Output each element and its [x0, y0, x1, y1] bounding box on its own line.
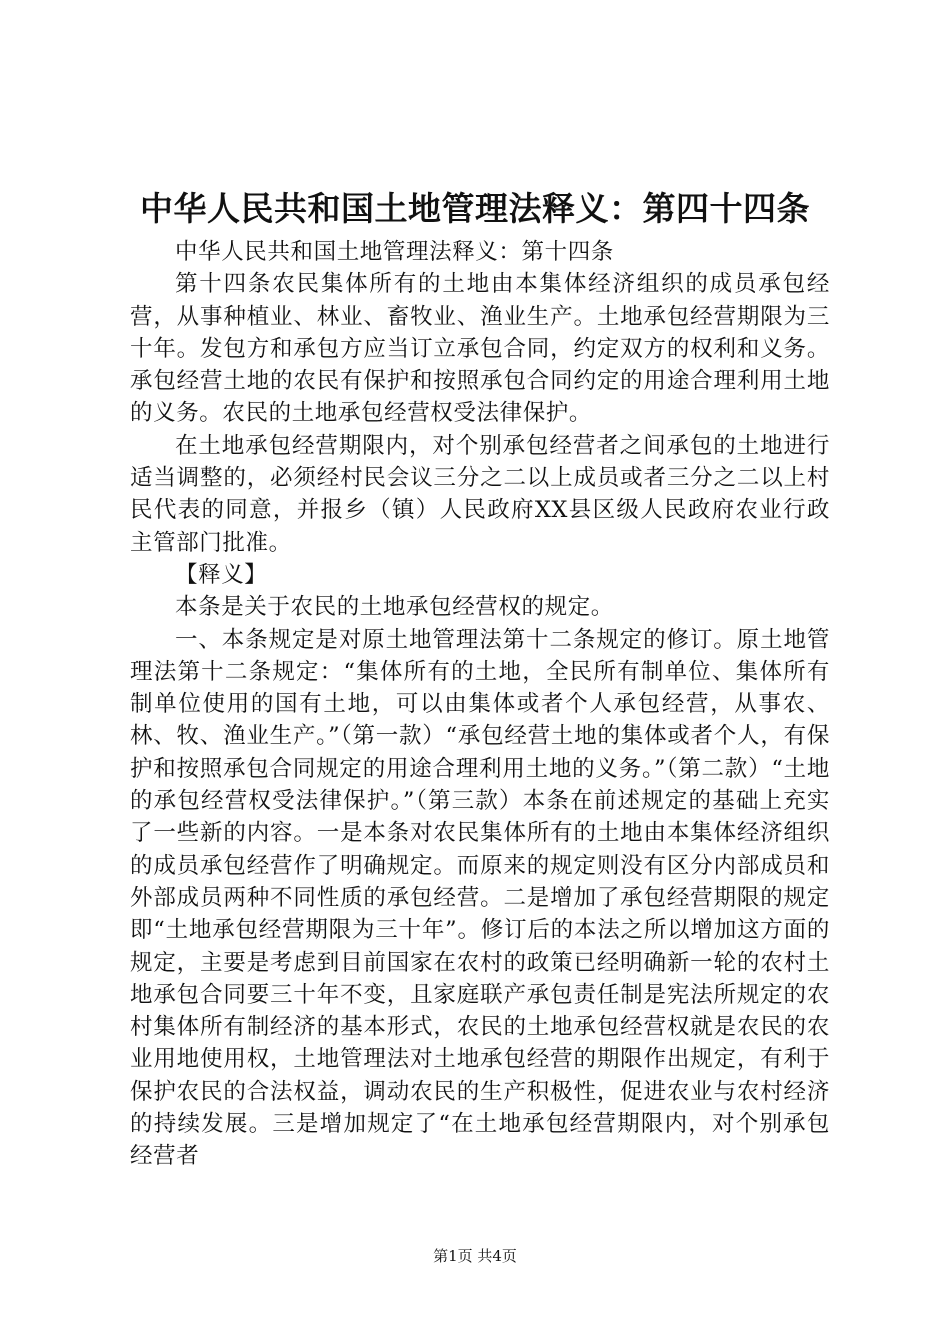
- paragraph-article-adjustment: 在土地承包经营期限内，对个别承包经营者之间承包的土地进行适当调整的，必须经村民会议三分之二以上成员或者三分之二以上村民代表的同意，并报乡（镇）人民政府XX县区级人民政府农业行政主管部门批准。: [130, 432, 830, 556]
- paragraph-interpretation-heading: 【释义】: [175, 561, 268, 588]
- document-title: 中华人民共和国土地管理法释义：第四十四条: [140, 189, 810, 228]
- paragraph-interpretation-intro: 本条是关于农民的土地承包经营权的规定。: [175, 594, 614, 621]
- document-body: [130, 236, 830, 1173]
- page-footer: 第1页 共4页: [433, 1247, 517, 1265]
- paragraph-interpretation-point-one: 一、本条规定是对原土地管理法第十二条规定的修订。原土地管理法第十二条规定：“集体所有的土地，全民所有制单位、集体所有制单位使用的国有土地，可以由集体或者个人承包经营，从事农、林、牧、渔业生产。”（第一款）“承包经营土地的集体或者个人，有保护和按照承包合同规定的用途合理利用土地的义务。”（第二款）“土地的承包经营权受法律保护。”（第三款）本条在前述规定的基础上充实了一些新的内容。一是本条对农民集体所有的土地由本集体经济组织的成员承包经营作了明确规定。而原来的规定则没有区分内部成员和外部成员两种不同性质的承包经营。二是增加了承包经营期限的规定即“土地承包经营期限为三十年”。修订后的本法之所以增加这方面的规定，主要是考虑到目前国家在农村的政策已经明确新一轮的农村土地承包合同要三十年不变，且家庭联产承包责任制是宪法所规定的农村集体所有制经济的基本形式，农民的土地承包经营权就是农民的农业用地使用权，土地管理法对土地承包经营的期限作出规定，有利于保护农民的合法权益，调动农民的生产积极性，促进农业与农村经济的持续发展。三是增加规定了“在土地承包经营期限内，对个别承包经营者: [130, 626, 830, 1170]
- paragraph-subtitle: 中华人民共和国土地管理法释义：第十四条: [175, 239, 614, 265]
- paragraph-article-text: 第十四条农民集体所有的土地由本集体经济组织的成员承包经营，从事种植业、林业、畜牧业、渔业生产。土地承包经营期限为三十年。发包方和承包方应当订立承包合同，约定双方的权利和义务。承包经营土地的农民有保护和按照承包合同约定的用途合理利用土地的义务。农民的土地承包经营权受法律保护。: [130, 271, 830, 427]
